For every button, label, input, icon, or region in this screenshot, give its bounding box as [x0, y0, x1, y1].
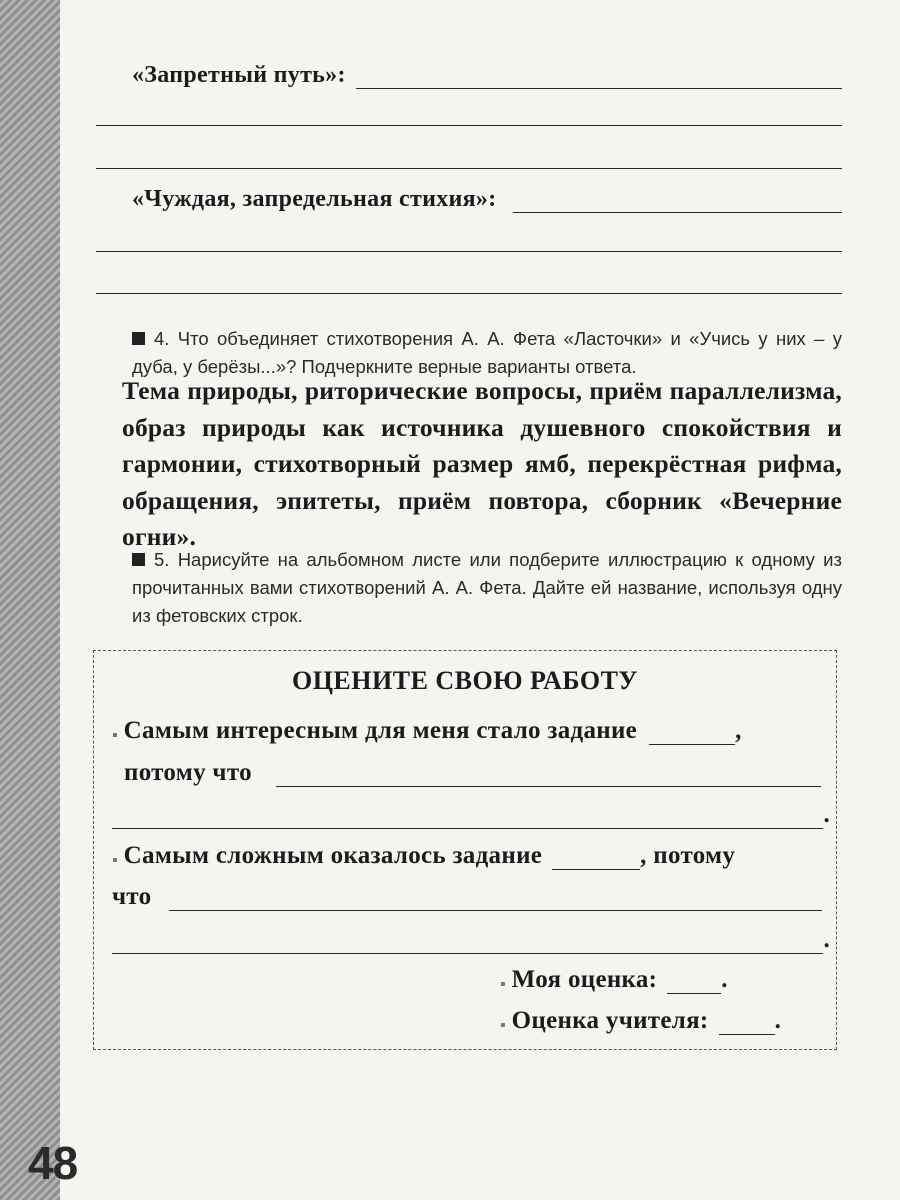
- my-grade-blank[interactable]: [667, 973, 721, 994]
- task-number-blank[interactable]: [649, 724, 735, 745]
- task-number-blank[interactable]: [552, 849, 640, 870]
- period-mark: .: [823, 926, 830, 953]
- reason-line[interactable]: [169, 888, 822, 911]
- reason-line-row: [112, 801, 830, 829]
- task-4-text: 4. Что объединяет стихотворения А. А. Фета «Ласточки» и «Учись у них – у дуба, у берёзы...»? Подчеркните верные варианты ответа.: [132, 328, 842, 377]
- teacher-grade-blank[interactable]: [719, 1014, 775, 1035]
- bullet-icon: ▪: [500, 976, 506, 993]
- answer-line[interactable]: [96, 168, 842, 169]
- answer-line[interactable]: [96, 125, 842, 126]
- question-label: «Запретный путь»:: [132, 62, 346, 88]
- bullet-icon: ▪: [500, 1017, 506, 1034]
- period-mark: .: [721, 966, 728, 993]
- because-label: , потому: [640, 842, 736, 869]
- answer-line[interactable]: [96, 293, 842, 294]
- period-mark: .: [823, 801, 830, 828]
- self-assessment-title: ОЦЕНИТЕ СВОЮ РАБОТУ: [291, 666, 639, 695]
- answer-line[interactable]: [513, 190, 843, 213]
- because-label: что: [112, 883, 152, 910]
- comma-mark: ,: [735, 717, 742, 744]
- hardest-task-label: Самым сложным оказалось задание: [123, 842, 543, 869]
- task-square-icon: [132, 332, 145, 345]
- reason-line[interactable]: [112, 931, 823, 954]
- teacher-grade-label: Оценка учителя:: [511, 1007, 709, 1034]
- question-forbidden-path: [132, 62, 842, 89]
- bullet-icon: ▪: [112, 727, 118, 744]
- question-label: «Чуждая, запредельная стихия»:: [132, 186, 497, 212]
- because-row-1: [124, 759, 821, 787]
- my-grade-label: Моя оценка:: [511, 966, 658, 993]
- interesting-task-label: Самым интересным для меня стало задание: [123, 717, 638, 744]
- answer-line[interactable]: [96, 251, 842, 252]
- task-5: [132, 546, 842, 630]
- because-label: потому что: [124, 759, 252, 786]
- page-edge-strip: [0, 0, 60, 1200]
- reason-line[interactable]: [276, 764, 821, 787]
- task-square-icon: [132, 553, 145, 566]
- interesting-task-row: [112, 717, 827, 745]
- my-grade-row: [500, 966, 728, 994]
- period-mark: .: [774, 1007, 782, 1034]
- teacher-grade-row: [500, 1007, 781, 1035]
- bullet-icon: ▪: [112, 852, 118, 869]
- hardest-task-row: [112, 842, 827, 870]
- page-number: 48: [28, 1137, 78, 1189]
- because-row-2: [112, 883, 822, 911]
- self-assessment-box: [93, 650, 837, 1050]
- question-alien-element: [132, 186, 842, 213]
- task-4-answer-options[interactable]: Тема природы, риторические вопросы, приём параллелизма, образ природы как источника душевного спокойствия и гармонии, стихотворный размер ямб, перекрёстная рифма, обращения, эпитеты, приём повтора, сборник «Вечерние огни».: [122, 376, 842, 551]
- answer-line[interactable]: [356, 66, 842, 89]
- task-5-text: 5. Нарисуйте на альбомном листе или подберите иллюстрацию к одному из прочитанных вами стихотворений А. А. Фета. Дайте ей название, используя одну из фетовских строк.: [132, 549, 842, 626]
- reason-line-row: [112, 926, 830, 954]
- reason-line[interactable]: [112, 806, 823, 829]
